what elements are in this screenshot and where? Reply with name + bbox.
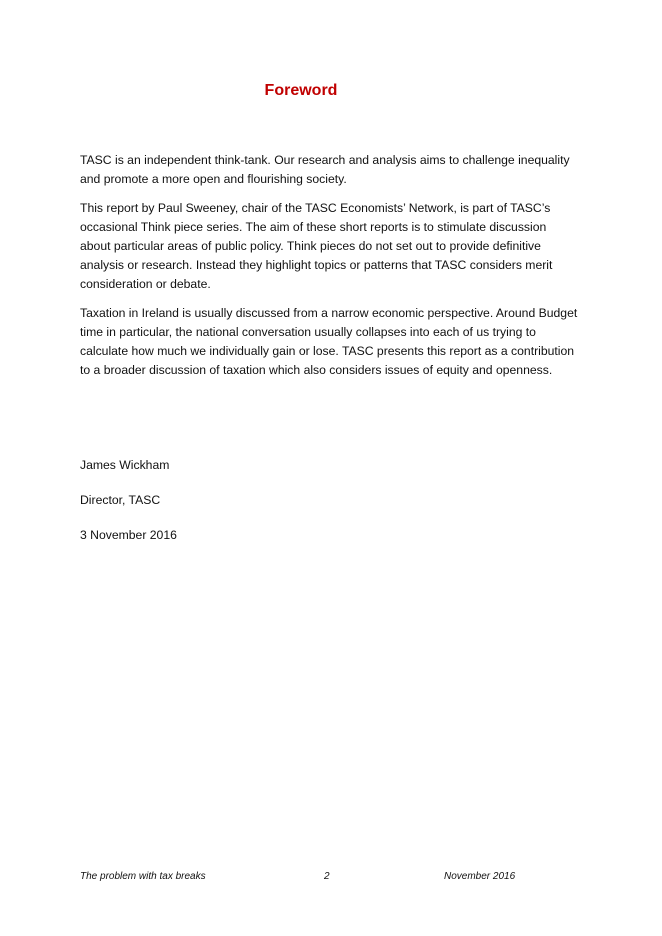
footer-date: November 2016 xyxy=(444,871,516,882)
signoff-name: James Wickham xyxy=(80,458,170,472)
paragraph-taxation: Taxation in Ireland is usually discussed from a narrow economic perspective. Around Budget time in particular, the national conversation usually collapses into each of us trying to calculate how much we individually gain or lose. TASC presents this report as a contribution to a broader discussion of taxation which also considers issues of equity and openness. xyxy=(80,306,578,377)
signoff-date: 3 November 2016 xyxy=(80,528,177,542)
paragraph-report: This report by Paul Sweeney, chair of the TASC Economists’ Network, is part of TASC’s occasional Think piece series. The aim of these short reports is to stimulate discussion about particular areas of public policy. Think pieces do not set out to provide definitive analysis or research. Instead they highlight topics or patterns that TASC considers merit consideration or debate. xyxy=(80,201,553,291)
page-footer xyxy=(80,870,580,886)
page-title: Foreword xyxy=(264,82,338,99)
paragraph-intro: TASC is an independent think-tank. Our research and analysis aims to challenge inequality and promote a more open and flourishing society. xyxy=(80,153,570,186)
footer-doc-title: The problem with tax breaks xyxy=(80,871,206,882)
signoff-role: Director, TASC xyxy=(80,493,161,507)
footer-page-number: 2 xyxy=(324,871,330,882)
signoff-block xyxy=(80,456,380,561)
foreword-body xyxy=(80,151,580,390)
